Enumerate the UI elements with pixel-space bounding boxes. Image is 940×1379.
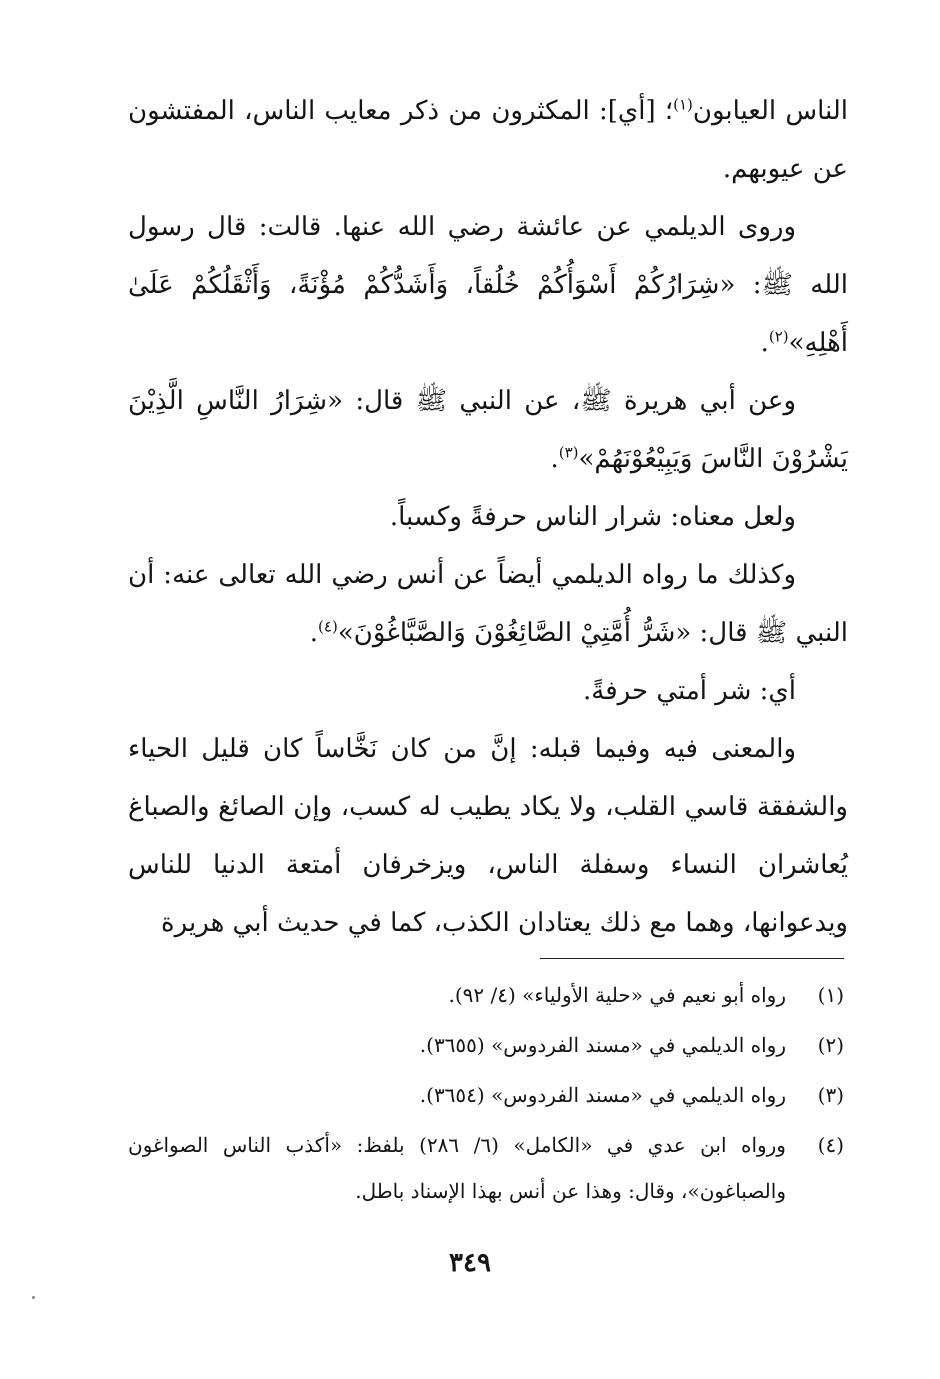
footnote-number: (١) bbox=[817, 983, 844, 1007]
footnote-ref-2[interactable]: (٢) bbox=[768, 327, 789, 346]
footnote-ref-4[interactable]: (٤) bbox=[318, 617, 338, 636]
text-segment: أي: شر أمتي حرفةً. bbox=[583, 676, 796, 706]
text-segment: ولعل معناه: شرار الناس حرفةً وكسباً. bbox=[389, 502, 796, 532]
footnote-1 bbox=[128, 968, 844, 1018]
footnote-text: رواه أبو نعيم في «حلية الأولياء» (٤/ ٩٢). bbox=[448, 983, 786, 1007]
footnote-text: ورواه ابن عدي في «الكامل» (٦/ ٢٨٦) بلفظ: «أكذب الناس الصواغون والصباغون»، وقال: وهذا عن أنس بهذا الإسناد باطل. bbox=[128, 1133, 786, 1203]
footnote-number: (٢) bbox=[817, 1033, 844, 1057]
text-segment: والمعنى فيه وفيما قبله: إنَّ من كان نَخَّاساً كان قليل الحياء والشفقة قاسي القلب، ولا يكاد يطيب له كسب، وإن الصائغ والصباغ يُعاشران النساء وسفلة الناس، ويزخرفان أمتعة الدنيا للناس ويدعوانها، وهما مع ذلك يعتادان الكذب، كما في حديث أبي هريرة bbox=[128, 734, 848, 938]
paragraph-3 bbox=[128, 372, 848, 488]
paragraph-4 bbox=[128, 488, 848, 546]
footnote-separator bbox=[540, 958, 844, 959]
text-segment: وكذلك ما رواه الديلمي أيضاً عن أنس رضي الله تعالى عنه: أن النبي ﷺ قال: «شَرُّ أُمَّتِيْ الصَّائِغُوْنَ وَالصَّبَّاغُوْنَ» bbox=[128, 560, 848, 648]
footnote-text: رواه الديلمي في «مسند الفردوس» (٣٦٥٥). bbox=[419, 1033, 786, 1057]
footnote-ref-1[interactable]: (١) bbox=[673, 95, 693, 114]
footnotes bbox=[128, 968, 844, 1214]
paragraph-2 bbox=[128, 198, 848, 372]
footnote-text: رواه الديلمي في «مسند الفردوس» (٣٦٥٤). bbox=[419, 1083, 786, 1107]
scan-speck bbox=[32, 1296, 35, 1299]
text-segment: الناس العيابون bbox=[692, 96, 848, 126]
footnote-2 bbox=[128, 1018, 844, 1068]
paragraph-1 bbox=[128, 82, 848, 198]
text-segment: وروى الديلمي عن عائشة رضي الله عنها. قالت: قال رسول الله ﷺ: «شِرَارُكُمْ أَسْوَأُكُمْ خُلُقاً، وَأَشَدُّكُمْ مُؤْنَةً، وَأَثْقَلُكُمْ عَلَىٰ أَهْلِهِ» bbox=[128, 212, 848, 358]
paragraph-5 bbox=[128, 546, 848, 662]
footnote-number: (٤) bbox=[817, 1133, 844, 1157]
text-segment: . bbox=[309, 618, 319, 648]
paragraph-7 bbox=[128, 720, 848, 952]
page-number: ٣٤٩ bbox=[449, 1248, 491, 1278]
text-segment: ؛ [أي]: المكثرون من ذكر معايب الناس، المفتشون عن عيوبهم. bbox=[128, 96, 848, 184]
footnote-number: (٣) bbox=[817, 1083, 844, 1107]
text-segment: . bbox=[550, 444, 559, 474]
text-segment: . bbox=[760, 328, 769, 358]
footnote-ref-3[interactable]: (٣) bbox=[558, 443, 579, 462]
footnote-3 bbox=[128, 1068, 844, 1118]
main-text bbox=[128, 82, 848, 952]
text-segment: وعن أبي هريرة ﷺ، عن النبي ﷺ قال: «شِرَارُ النَّاسِ الَّذِيْنَ يَشْرُوْنَ النَّاسَ وَيَبِيْعُوْنَهُمْ» bbox=[128, 386, 848, 474]
footnote-4 bbox=[128, 1118, 844, 1214]
paragraph-6 bbox=[128, 662, 848, 720]
